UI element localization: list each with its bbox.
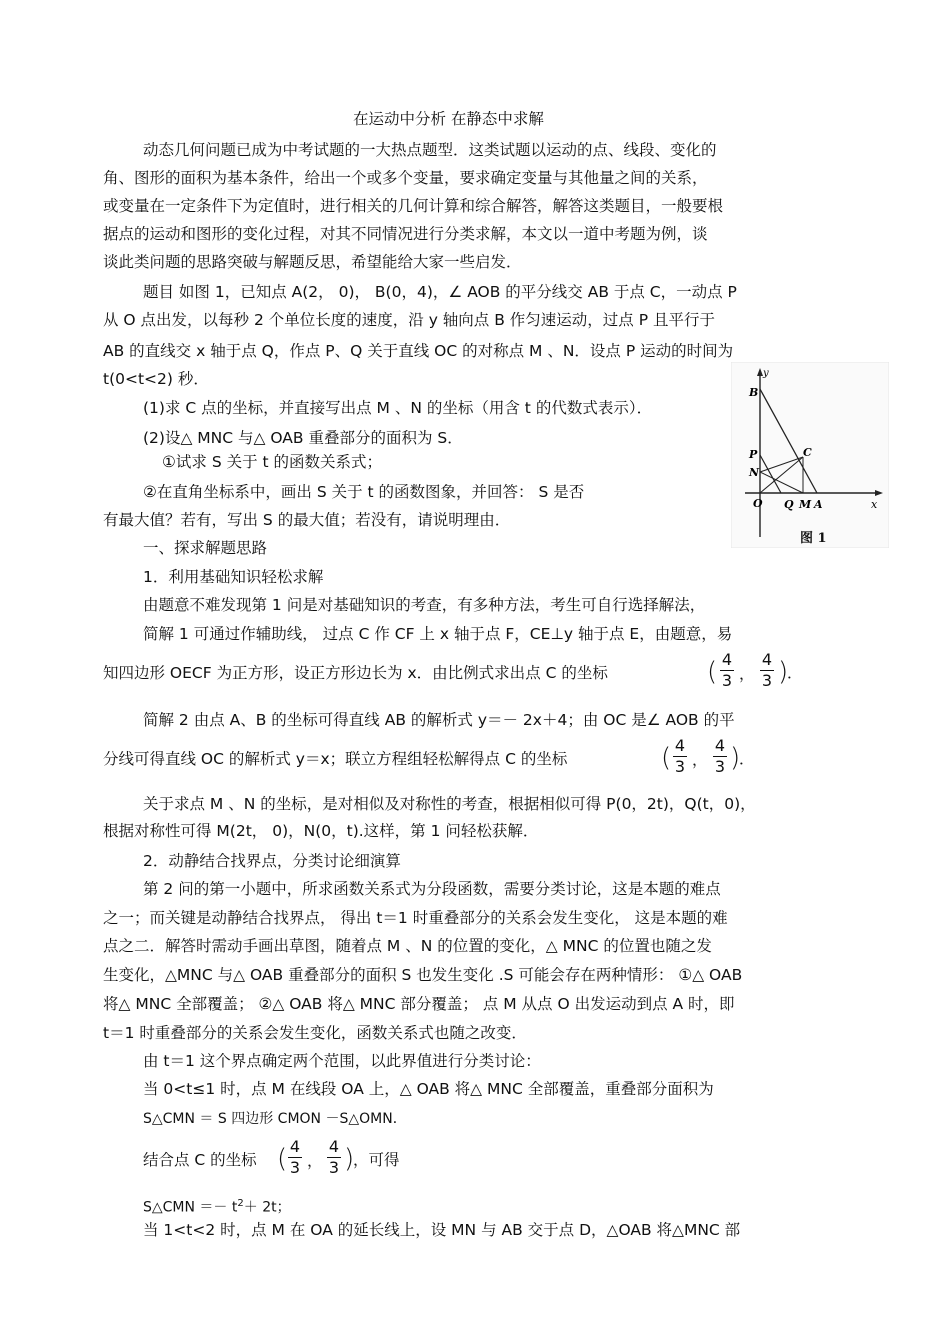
fraction: 4 3	[714, 736, 726, 776]
label-a: A	[814, 498, 823, 511]
paragraph-line: 第 2 问的第一小题中，所求函数关系式为分段函数，需要分类讨论，这是本题的难点	[143, 880, 721, 898]
problem-line: ②在直角坐标系中，画出 S 关于 t 的函数图象，并回答： S 是否	[143, 483, 585, 501]
combine-tail: ，可得	[353, 1151, 400, 1169]
paragraph-line: 之一；而关键是动静结合找界点， 得出 t＝1 时重叠部分的关系会发生变化， 这是本题的难	[103, 909, 728, 927]
label-m: M	[799, 498, 812, 511]
subsection-heading: 1．利用基础知识轻松求解	[143, 568, 324, 586]
equation-s: S△CMN ＝ S 四边形 CMON －S△OMN．	[143, 1111, 407, 1127]
close-paren: )	[344, 1144, 355, 1174]
comma: ，	[307, 1152, 323, 1170]
paragraph-line: 将△ MNC 全部覆盖； ②△ OAB 将△ MNC 部分覆盖； 点 M 从点 O 出发运动到点 A 时，即	[103, 995, 735, 1013]
subsection-heading: 2．动静结合找界点，分类讨论细演算	[143, 852, 401, 870]
period: ．	[739, 750, 755, 768]
problem-line: AB 的直线交 x 轴于点 Q，作点 P、Q 关于直线 OC 的对称点 M 、N．设点 P 运动的时间为	[103, 342, 734, 360]
figure-caption: 图 1	[800, 531, 827, 546]
paragraph-line: t＝1 时重叠部分的关系会发生变化，函数关系式也随之改变．	[103, 1024, 527, 1042]
problem-line: 从 O 点出发，以每秒 2 个单位长度的速度，沿 y 轴向点 B 作匀速运动，过点 P 且平行于	[103, 311, 715, 329]
method1-line: 简解 1 可通过作辅助线， 过点 C 作 CF 上 x 轴于点 F，CE⊥y 轴于点 E，由题意，易	[143, 625, 733, 643]
label-b: B	[749, 386, 759, 399]
mn-line: 关于求点 M 、N 的坐标，是对相似及对称性的考查，根据相似可得 P(0，2t)，Q(t，0)，	[143, 795, 756, 813]
intro-line: 角、图形的面积为基本条件，给出一个或多个变量，要求确定变量与其他量之间的关系，	[103, 169, 708, 187]
close-paren: )	[730, 743, 741, 773]
problem-line: t(0<t<2) 秒．	[103, 370, 209, 388]
open-paren: (	[277, 1144, 288, 1174]
fraction: 4 3	[674, 736, 686, 776]
section-heading: 一、探求解题思路	[143, 539, 268, 557]
fraction: 4 3	[761, 650, 773, 690]
paragraph-line: 当 1<t<2 时，点 M 在 OA 的延长线上，设 MN 与 AB 交于点 D，△OAB 将△MNC 部	[143, 1221, 741, 1239]
paragraph-line: 生变化，△MNC 与△ OAB 重叠部分的面积 S 也发生变化 .S 可能会存在两种情形： ①△ OAB	[103, 966, 743, 984]
method2-line: 简解 2 由点 A、B 的坐标可得直线 AB 的解析式 y＝－ 2x＋4；由 OC 是∠ AOB 的平	[143, 711, 735, 729]
equation-s2: S△CMN ＝－ $t^2+ 2t$；	[143, 1198, 291, 1216]
fraction: 4 3	[328, 1137, 340, 1177]
comma: ，	[739, 665, 755, 683]
mn-line: 根据对称性可得 M(2t， 0)，N(0，t).这样，第 1 问轻松获解．	[103, 822, 539, 840]
intro-line: 或变量在一定条件下为定值时，进行相关的几何计算和综合解答，解答这类题目，一般要根	[103, 197, 724, 215]
paragraph-line: 点之二．解答时需动手画出草图，随着点 M 、N 的位置的变化，△ MNC 的位置也随之发	[103, 937, 712, 955]
label-x: x	[871, 498, 878, 511]
comma: ，	[692, 751, 708, 769]
paragraph-line: 由 t＝1 这个界点确定两个范围，以此界值进行分类讨论：	[143, 1052, 541, 1070]
period: ．	[787, 664, 803, 682]
problem-line: ①试求 S 关于 t 的函数关系式；	[162, 453, 383, 471]
intro-line: 谈此类问题的思路突破与解题反思，希望能给大家一些启发．	[103, 253, 522, 271]
figure-1-diagram	[731, 362, 889, 548]
problem-line: (2)设△ MNC 与△ OAB 重叠部分的面积为 S．	[143, 429, 463, 447]
label-q: Q	[784, 498, 794, 511]
label-o: O	[753, 497, 763, 510]
close-paren: )	[778, 657, 789, 687]
label-p: P	[749, 448, 758, 461]
open-paren: (	[661, 743, 672, 773]
paragraph-line: 由题意不难发现第 1 问是对基础知识的考查，有多种方法，考生可自行选择解法，	[143, 596, 706, 614]
problem-line: (1)求 C 点的坐标，并直接写出点 M 、N 的坐标（用含 t 的代数式表示）．	[143, 399, 653, 417]
combine-line: 结合点 C 的坐标	[143, 1151, 257, 1169]
method2-line: 分线可得直线 OC 的解析式 y＝x；联立方程组轻松解得点 C 的坐标	[103, 750, 568, 768]
intro-line: 动态几何问题已成为中考试题的一大热点题型．这类试题以运动的点、线段、变化的	[143, 141, 717, 159]
intro-line: 据点的运动和图形的变化过程，对其不同情况进行分类求解，本文以一道中考题为例，谈	[103, 225, 708, 243]
problem-line: 题目 如图 1，已知点 A(2， 0)， B(0，4)，∠ AOB 的平分线交 AB 于点 C，一动点 P	[143, 283, 737, 301]
label-n: N	[749, 466, 760, 479]
label-y: y	[763, 368, 769, 379]
paragraph-line: 当 0<t≤1 时，点 M 在线段 OA 上，△ OAB 将△ MNC 全部覆盖，重叠部分面积为	[143, 1080, 714, 1098]
page-title: 在运动中分析 在静态中求解	[353, 110, 544, 128]
method1-line: 知四边形 OECF 为正方形，设正方形边长为 x．由比例式求出点 C 的坐标	[103, 664, 608, 682]
fraction: 4 3	[289, 1137, 301, 1177]
label-c: C	[803, 446, 812, 459]
fraction: 4 3	[721, 650, 733, 690]
open-paren: (	[707, 657, 718, 687]
problem-line: 有最大值？若有，写出 S 的最大值；若没有，请说明理由．	[103, 511, 511, 529]
